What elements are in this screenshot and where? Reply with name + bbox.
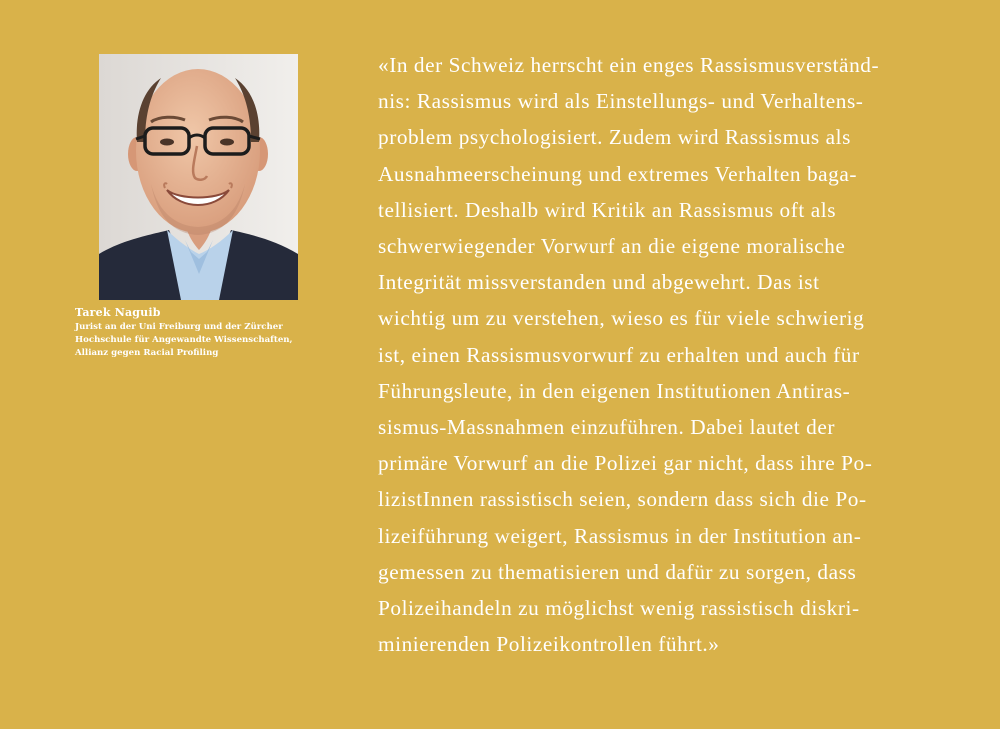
quote-block [378,47,958,662]
quote-line: sismus-Massnahmen einzuführen. Dabei lautet der [378,415,835,440]
quote-line: schwerwiegender Vorwurf an die eigene moralische [378,234,846,259]
person-name: Tarek Naguib [75,306,161,319]
person-role [75,321,335,360]
quote-line: primäre Vorwurf an die Polizei gar nicht, dass ihre Po- [378,451,873,476]
quote-line: tellisiert. Deshalb wird Kritik an Rassismus oft als [378,197,837,222]
portrait-photo [99,54,298,300]
quote-line: problem psychologisiert. Zudem wird Rassismus als [378,125,851,150]
person-role-line: Allianz gegen Racial Profiling [75,348,219,358]
quote-line: Integrität missverstanden und abgewehrt. Das ist [378,270,820,295]
quote-line: ist, einen Rassismusvorwurf zu erhalten und auch für [378,342,860,367]
quote-line: nis: Rassismus wird als Einstellungs- und Verhaltens- [378,89,864,114]
portrait-caption [75,305,335,360]
quote-line: minierenden Polizeikontrollen führt.» [378,632,720,657]
quote-line: «In der Schweiz herrscht ein enges Rassismusverständ- [378,53,880,77]
person-role-line: Hochschule für Angewandte Wissenschaften, [75,335,293,345]
quote-line: lizistInnen rassistisch seien, sondern dass sich die Po- [378,487,867,512]
quote-line: Polizeihandeln zu möglichst wenig rassistisch diskri- [378,596,860,621]
quote-line: gemessen zu thematisieren und dafür zu sorgen, dass [378,559,857,584]
quote-line: Führungsleute, in den eigenen Institutionen Antiras- [378,378,851,403]
quote-line: Ausnahmeerscheinung und extremes Verhalten baga- [378,161,857,186]
person-role-line: Jurist an der Uni Freiburg und der Zürcher [75,322,283,332]
portrait-illustration [99,54,298,300]
quote-line: lizeiführung weigert, Rassismus in der Institution an- [378,523,862,548]
quote-line: wichtig um zu verstehen, wieso es für viele schwierig [378,306,865,331]
